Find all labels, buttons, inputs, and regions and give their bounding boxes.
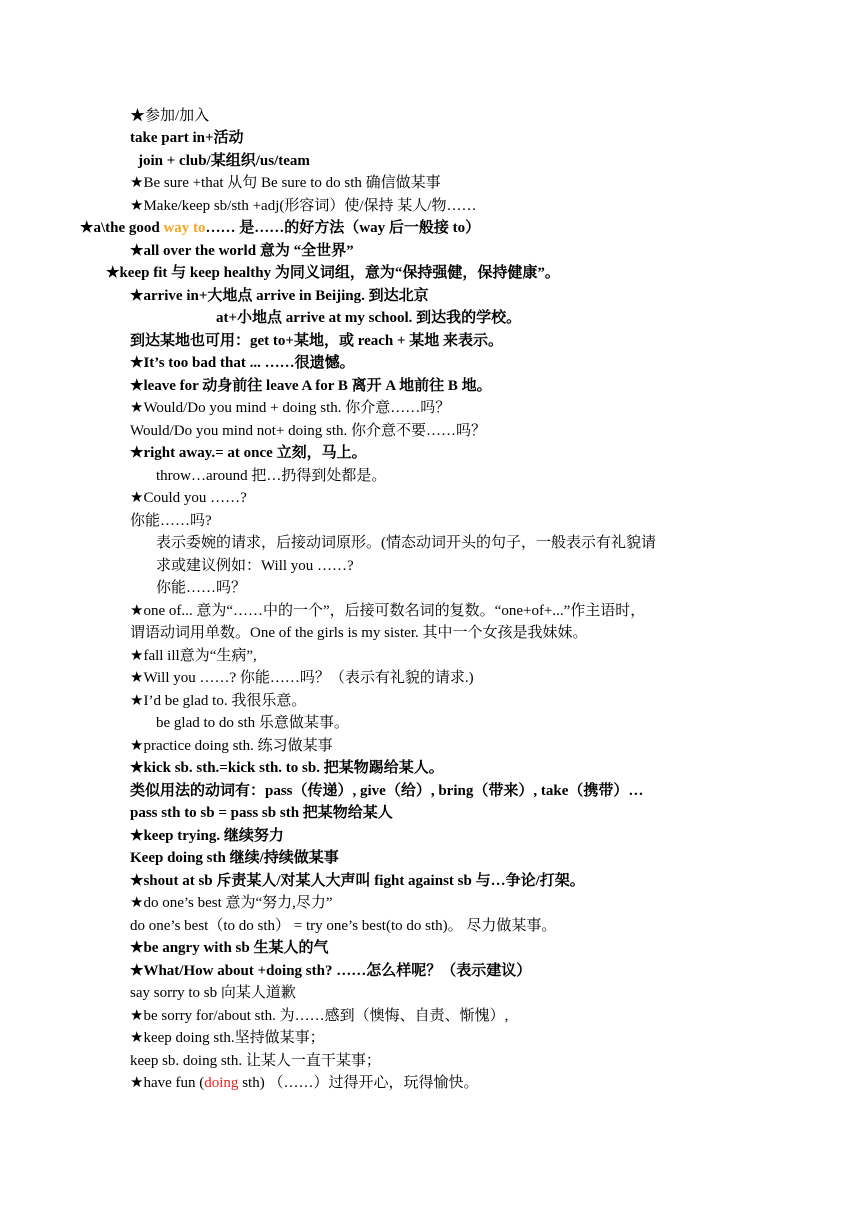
line-16: ★right away.= at once 立刻，马上。 <box>130 445 367 461</box>
line-10: at+小地点 arrive at my school. 到达我的学校。 <box>216 310 522 326</box>
line-12: ★It’s too bad that ... ……很遗憾。 <box>130 355 355 371</box>
line-14: ★Would/Do you mind + doing sth. 你介意……吗？ <box>130 400 451 416</box>
line-38: ★be angry with sb 生某人的气 <box>130 940 329 956</box>
line-8: ★keep fit 与 keep healthy 为同义词组，意为“保持强健，保持健康”。 <box>106 265 560 281</box>
line-44-pre: ★have fun ( <box>130 1075 205 1091</box>
line-2: take part in+活动 <box>130 130 244 146</box>
line-30: ★kick sb. sth.=kick sth. to sb. 把某物踢给某人。 <box>130 760 444 776</box>
line-9: ★arrive in+大地点 arrive in Beijing. 到达北京 <box>130 288 429 304</box>
line-27: ★I’d be glad to. 我很乐意。 <box>130 693 307 709</box>
line-31: 类似用法的动词有：pass（传递）, give（给）, bring（带来）, take（携带）… <box>130 783 644 799</box>
line-37: do one’s best（to do sth） = try one’s best(to do sth)。 尽力做某事。 <box>130 918 557 934</box>
line-44 <box>130 1073 478 1093</box>
line-6-post: …… 是……的好方法（way 后一般接 to） <box>205 220 481 236</box>
line-35: ★shout at sb 斥责某人/对某人大声叫 fight against sb 与…争论/打架。 <box>130 873 585 889</box>
line-1: ★参加/加入 <box>130 108 210 124</box>
line-25: ★fall ill意为“生病”, <box>130 648 257 664</box>
line-3: join + club/某组织/us/team <box>138 153 310 169</box>
line-29: ★practice doing sth. 练习做某事 <box>130 738 333 754</box>
line-19: 你能……吗? <box>130 513 212 529</box>
line-6 <box>80 218 480 238</box>
line-15: Would/Do you mind not+ doing sth. 你介意不要……吗？ <box>130 423 487 439</box>
line-44-highlight: doing <box>204 1075 239 1091</box>
line-41: ★be sorry for/about sth. 为……感到（懊悔、自责、惭愧）, <box>130 1008 509 1024</box>
line-11: 到达某地也可用：get to+某地，或 reach + 某地 来表示。 <box>130 333 504 349</box>
line-39: ★What/How about +doing sth? ……怎么样呢？（表示建议） <box>130 963 532 979</box>
line-13: ★leave for 动身前往 leave A for B 离开 A 地前往 B 地。 <box>130 378 492 394</box>
line-44-post: sth) （……）过得开心，玩得愉快。 <box>238 1075 479 1091</box>
line-33: ★keep trying. 继续努力 <box>130 828 284 844</box>
line-36: ★do one’s best 意为“努力,尽力” <box>130 895 333 911</box>
line-34: Keep doing sth 继续/持续做某事 <box>130 850 339 866</box>
line-32: pass sth to sb = pass sb sth 把某物给某人 <box>130 805 393 821</box>
line-24: 谓语动词用单数。One of the girls is my sister. 其中一个女孩是我妹妹。 <box>130 625 588 641</box>
line-5: ★Make/keep sb/sth +adj(形容词）使/保持 某人/物…… <box>130 198 477 214</box>
line-23: ★one of... 意为“……中的一个”，后接可数名词的复数。“one+of+...”作主语时， <box>130 603 646 619</box>
line-17: throw…around 把…扔得到处都是。 <box>156 468 387 484</box>
line-18: ★Could you ……? <box>130 490 247 506</box>
line-4: ★Be sure +that 从句 Be sure to do sth 确信做某事 <box>130 175 441 191</box>
line-28: be glad to do sth 乐意做某事。 <box>156 715 349 731</box>
line-6-highlight: way to <box>163 220 206 236</box>
line-22: 你能……吗？ <box>156 580 247 596</box>
line-21: 求或建议例如：Will you ……? <box>156 558 354 574</box>
line-6-pre: ★a\the good <box>80 220 164 236</box>
line-40: say sorry to sb 向某人道歉 <box>130 985 296 1001</box>
line-26: ★Will you ……? 你能……吗？（表示有礼貌的请求.) <box>130 670 474 686</box>
line-20: 表示委婉的请求，后接动词原形。(情态动词开头的句子，一般表示有礼貌请 <box>156 535 656 551</box>
line-43: keep sb. doing sth. 让某人一直干某事； <box>130 1053 381 1069</box>
line-42: ★keep doing sth.坚持做某事； <box>130 1030 325 1046</box>
line-7: ★all over the world 意为 “全世界” <box>130 243 354 259</box>
